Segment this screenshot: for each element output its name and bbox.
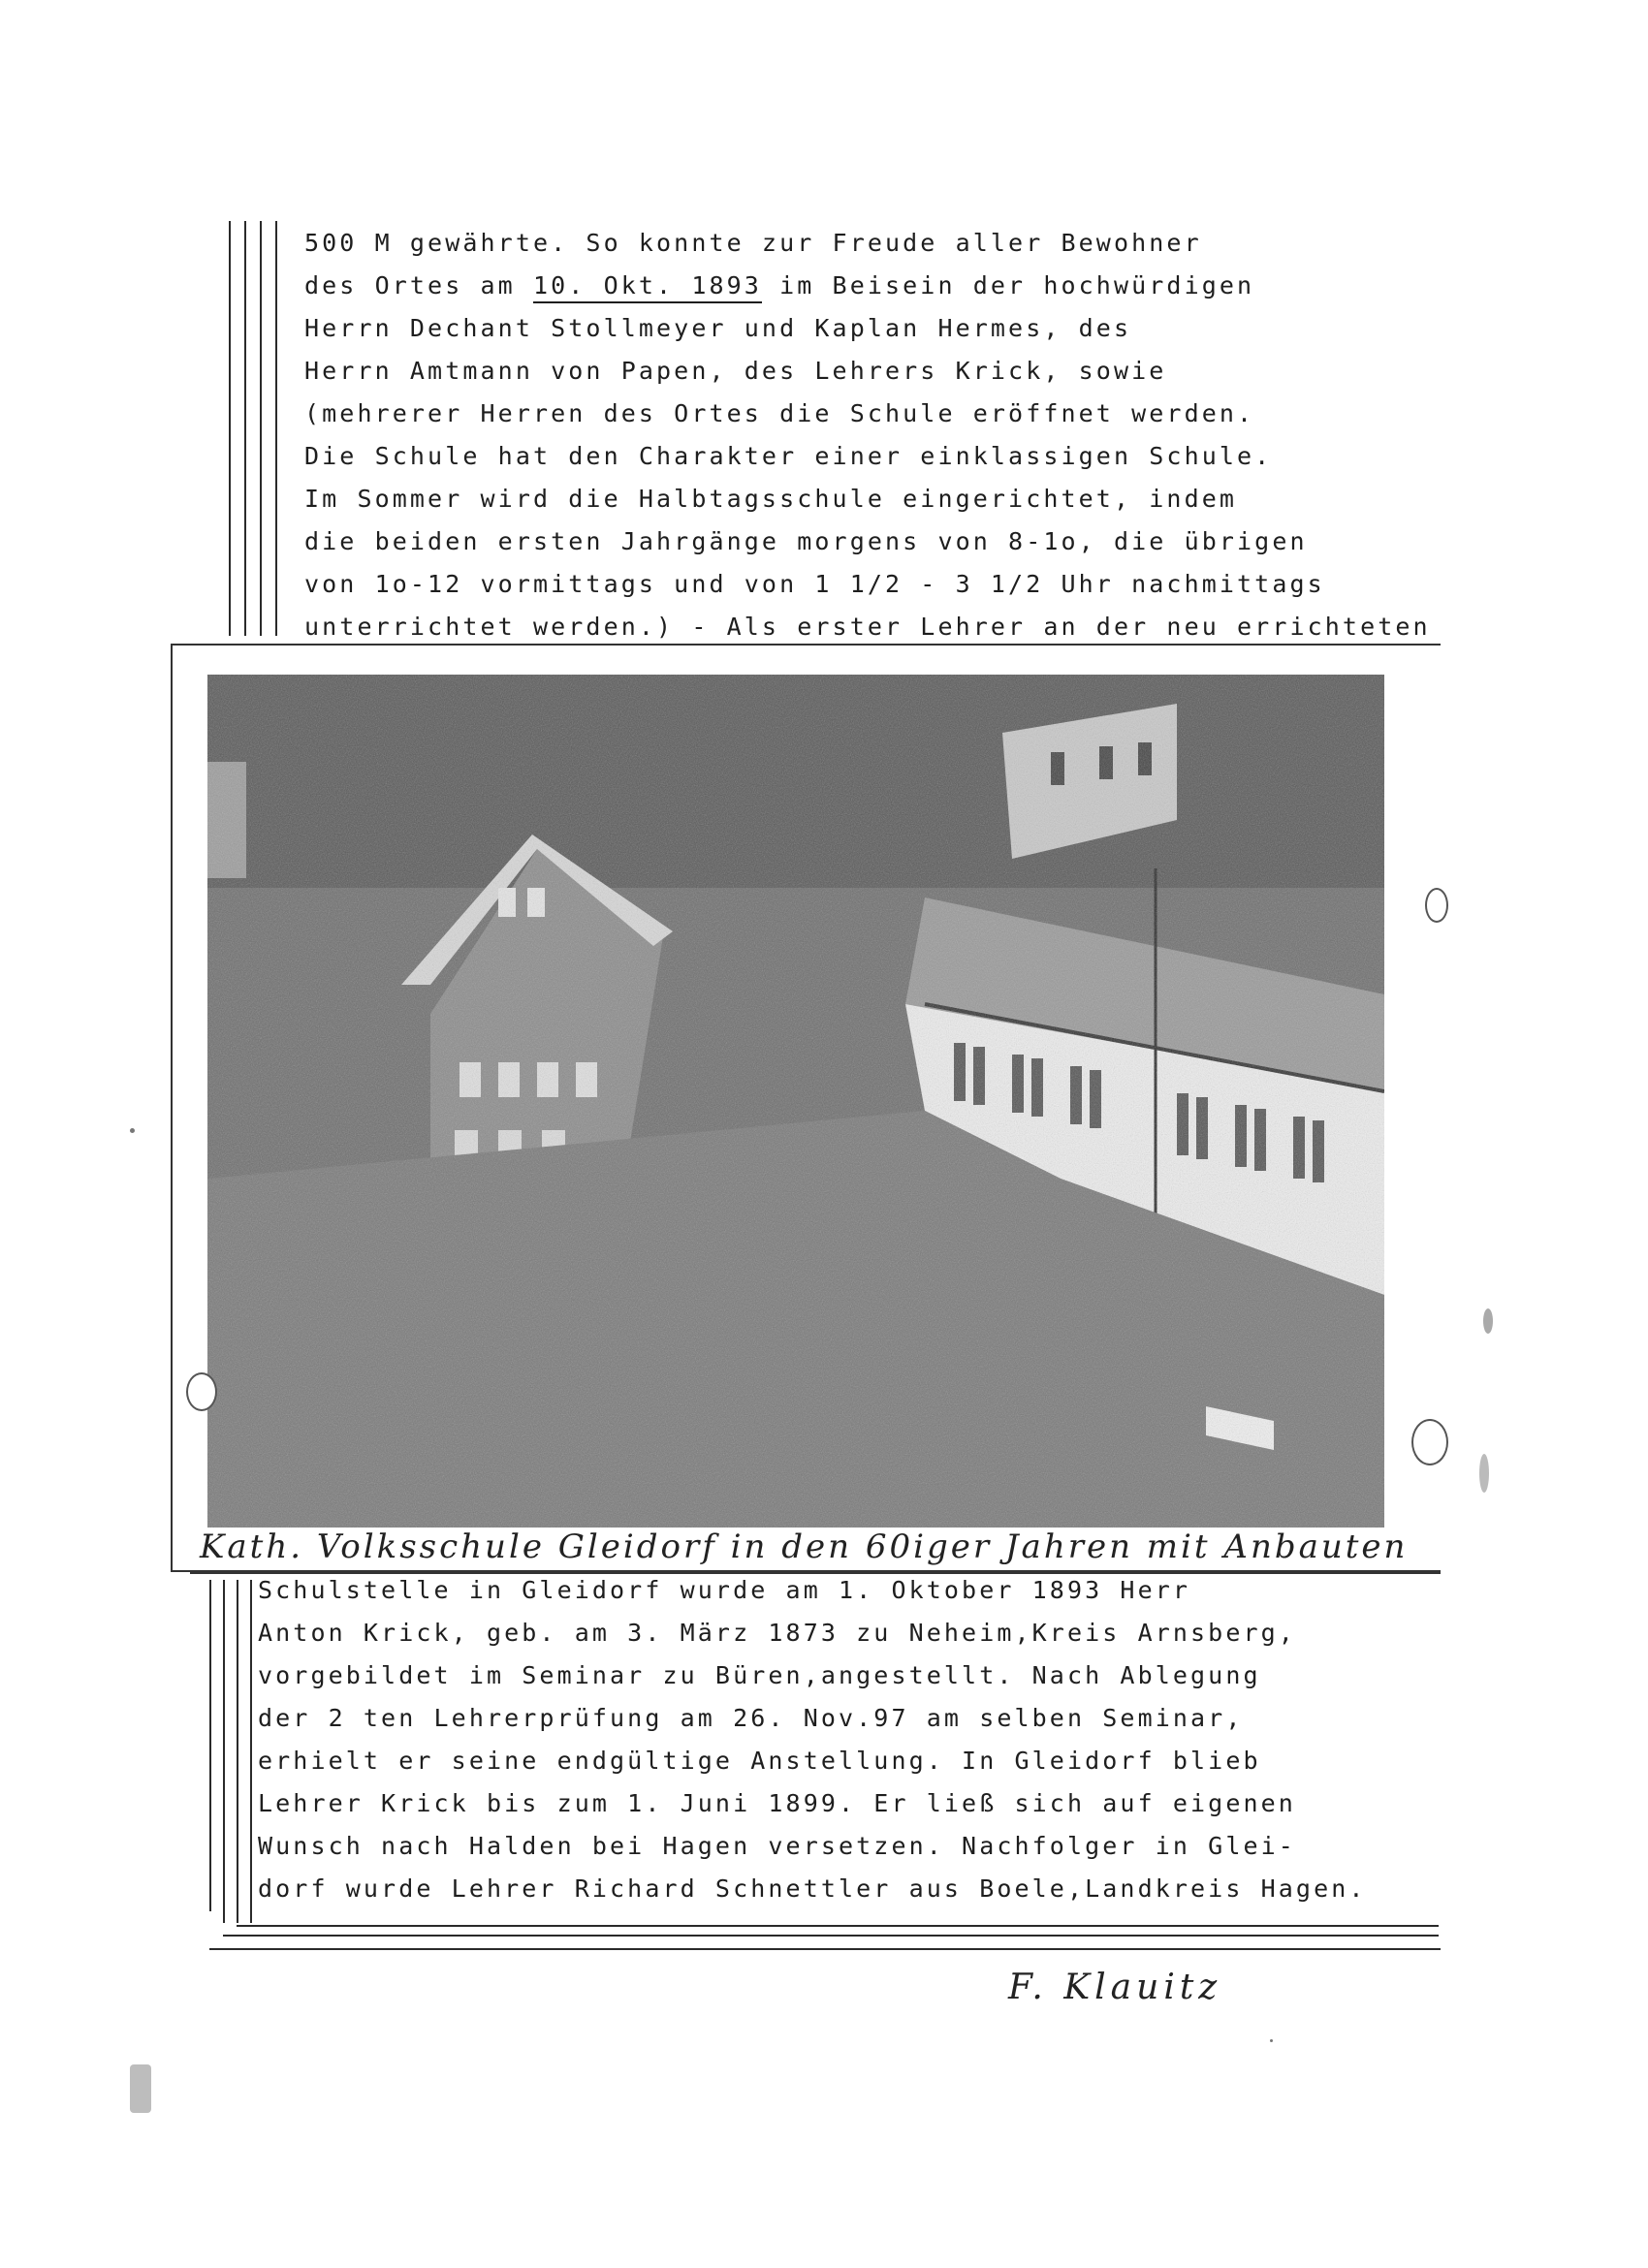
text-line: erhielt er seine endgültige Anstellung. In Gleidorf blieb — [258, 1747, 1261, 1775]
bottom-rule — [209, 1948, 1441, 1950]
scan-speck — [1483, 1308, 1493, 1334]
punch-hole — [186, 1372, 217, 1411]
scan-speck — [130, 2064, 151, 2113]
text-line: Herrn Dechant Stollmeyer und Kaplan Hermes, des — [304, 314, 1132, 342]
caption-rule — [190, 1572, 1441, 1574]
scan-speck — [1270, 2039, 1273, 2042]
margin-rule — [223, 1580, 225, 1923]
text-fragment: im Beisein der hochwürdigen — [761, 271, 1255, 299]
text-line: Schulstelle in Gleidorf wurde am 1. Oktober 1893 Herr — [258, 1576, 1191, 1604]
text-line: Die Schule hat den Charakter einer einklassigen Schule. — [304, 442, 1273, 470]
text-line: Im Sommer wird die Halbtagsschule eingerichtet, indem — [304, 485, 1238, 513]
text-line: (mehrerer Herren des Ortes die Schule eröffnet werden. — [304, 399, 1255, 427]
margin-rule — [237, 1580, 238, 1923]
text-line: Anton Krick, geb. am 3. März 1873 zu Neheim,Kreis Arnsberg, — [258, 1619, 1296, 1647]
date-underlined: 10. Okt. 1893 — [533, 271, 762, 303]
text-line: 500 M gewährte. So konnte zur Freude aller Bewohner — [304, 229, 1202, 257]
scan-speck — [1479, 1454, 1489, 1493]
margin-rule — [209, 1580, 211, 1911]
text-line: vorgebildet im Seminar zu Büren,angestellt. Nach Ablegung — [258, 1661, 1261, 1689]
paragraph-top — [304, 229, 1431, 655]
margin-rule — [250, 1580, 252, 1923]
text-line: Lehrer Krick bis zum 1. Juni 1899. Er ließ sich auf eigenen — [258, 1789, 1296, 1817]
margin-rule — [229, 221, 231, 636]
margin-rule — [260, 221, 262, 636]
text-line: die beiden ersten Jahrgänge morgens von 8-1o, die übrigen — [304, 527, 1308, 555]
paragraph-bottom — [258, 1576, 1411, 1925]
signature: F. Klauitz — [1008, 1968, 1222, 2007]
bottom-rule — [223, 1935, 1439, 1937]
text-line: von 1o-12 vormittags und von 1 1/2 - 3 1/2 Uhr nachmittags — [304, 570, 1325, 598]
text-line: unterrichtet werden.) - Als erster Lehrer an der neu errichteten — [304, 613, 1431, 641]
scan-speck — [130, 1128, 135, 1133]
bottom-rule — [237, 1925, 1439, 1927]
margin-rule — [244, 221, 246, 636]
school-photograph — [207, 675, 1384, 1528]
text-line: Herrn Amtmann von Papen, des Lehrers Krick, sowie — [304, 357, 1167, 385]
text-line — [304, 271, 1254, 299]
text-line: Wunsch nach Halden bei Hagen versetzen. Nachfolger in Glei- — [258, 1832, 1296, 1860]
text-line: der 2 ten Lehrerprüfung am 26. Nov.97 am selben Seminar, — [258, 1704, 1244, 1732]
punch-hole — [1425, 888, 1448, 923]
text-fragment: des Ortes am — [304, 271, 533, 299]
photo-caption: Kath. Volksschule Gleidorf in den 60iger Jahren mit Anbauten — [200, 1528, 1409, 1566]
punch-hole — [1411, 1419, 1448, 1465]
photograph-image — [207, 675, 1384, 1528]
text-line: dorf wurde Lehrer Richard Schnettler aus Boele,Landkreis Hagen. — [258, 1874, 1367, 1903]
margin-rule — [275, 221, 277, 636]
